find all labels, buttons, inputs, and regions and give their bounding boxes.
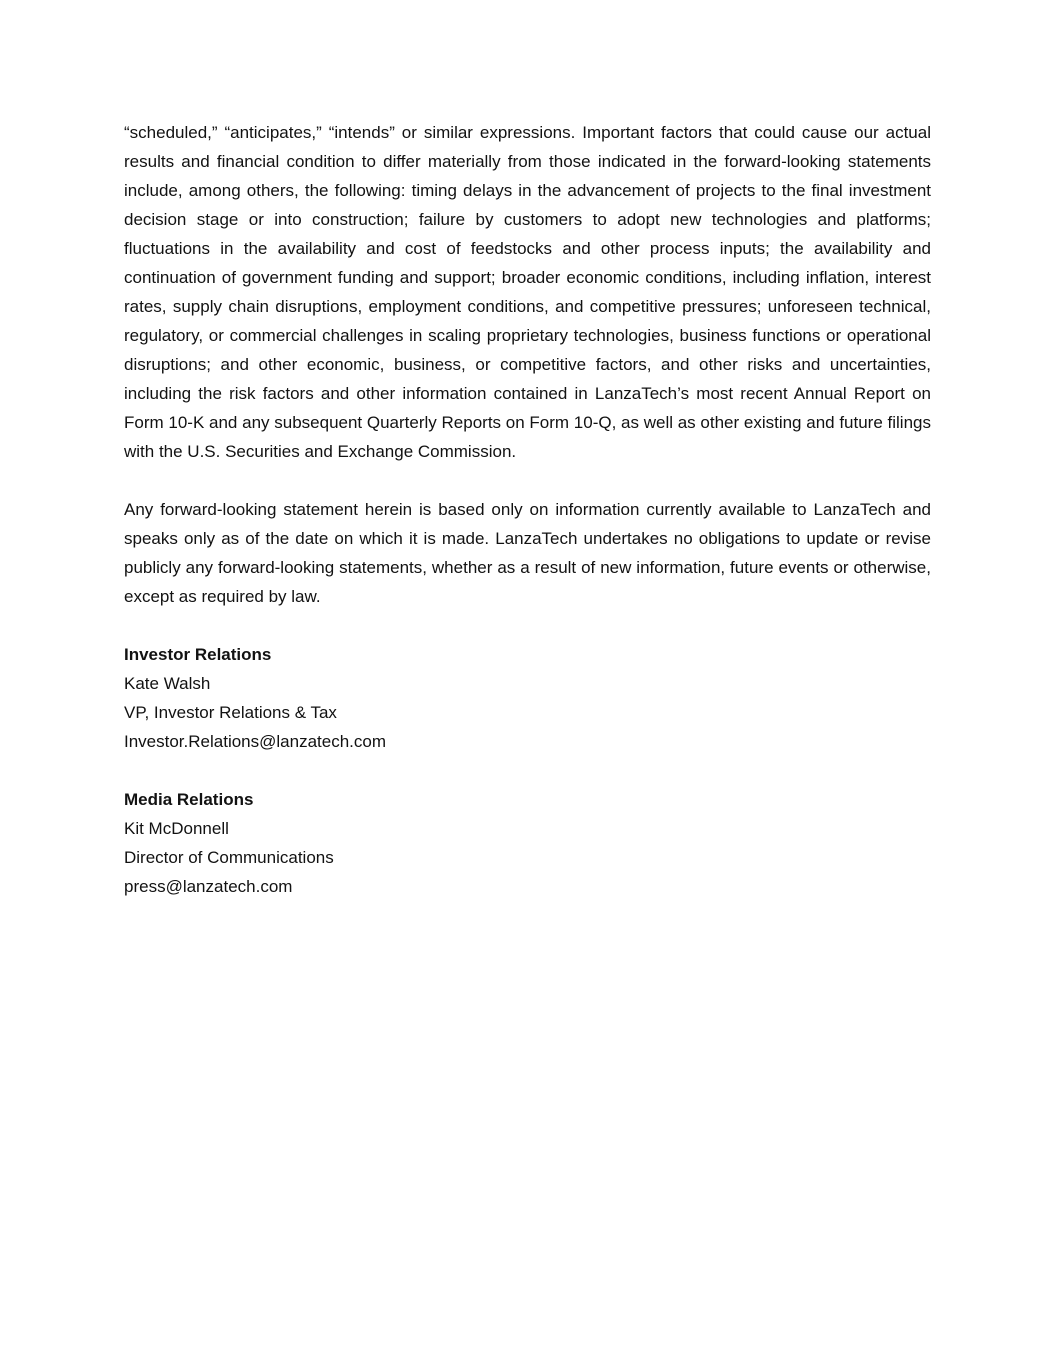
paragraph-no-update-obligation: Any forward-looking statement herein is based only on information currently available to LanzaTech and speaks only as of the date on which it is made. LanzaTech undertakes no obligations to update or revise publicly any forward-looking statements, whether as a result of new information, future events or otherwise, except as required by law.: [124, 500, 931, 606]
media-relations-block: [124, 785, 931, 901]
investor-relations-heading: Investor Relations: [124, 645, 272, 664]
media-relations-heading: Media Relations: [124, 790, 254, 809]
media-relations-contact-title: Director of Communications: [124, 848, 334, 867]
media-relations-email: press@lanzatech.com: [124, 877, 293, 896]
investor-relations-contact-name: Kate Walsh: [124, 674, 211, 693]
investor-relations-contact-title: VP, Investor Relations & Tax: [124, 703, 337, 722]
investor-relations-block: [124, 640, 931, 756]
investor-relations-email: Investor.Relations@lanzatech.com: [124, 732, 386, 751]
paragraph-forward-looking-factors: “scheduled,” “anticipates,” “intends” or similar expressions. Important factors that could cause our actual results and financial condition to differ materially from those indicated in the forward-looking statements include, among others, the following: timing delays in the advancement of projects to the final investment decision stage or into construction; failure by customers to adopt new technologies and platforms; fluctuations in the availability and cost of feedstocks and other process inputs; the availability and continuation of government funding and support; broader economic conditions, including inflation, interest rates, supply chain disruptions, employment conditions, and competitive pressures; unforeseen technical, regulatory, or commercial challenges in scaling proprietary technologies, business functions or operational disruptions; and other economic, business, or competitive factors, and other risks and uncertainties, including the risk factors and other information contained in LanzaTech’s most recent Annual Report on Form 10-K and any subsequent Quarterly Reports on Form 10-Q, as well as other existing and future filings with the U.S. Securities and Exchange Commission.: [124, 123, 931, 461]
media-relations-contact-name: Kit McDonnell: [124, 819, 229, 838]
